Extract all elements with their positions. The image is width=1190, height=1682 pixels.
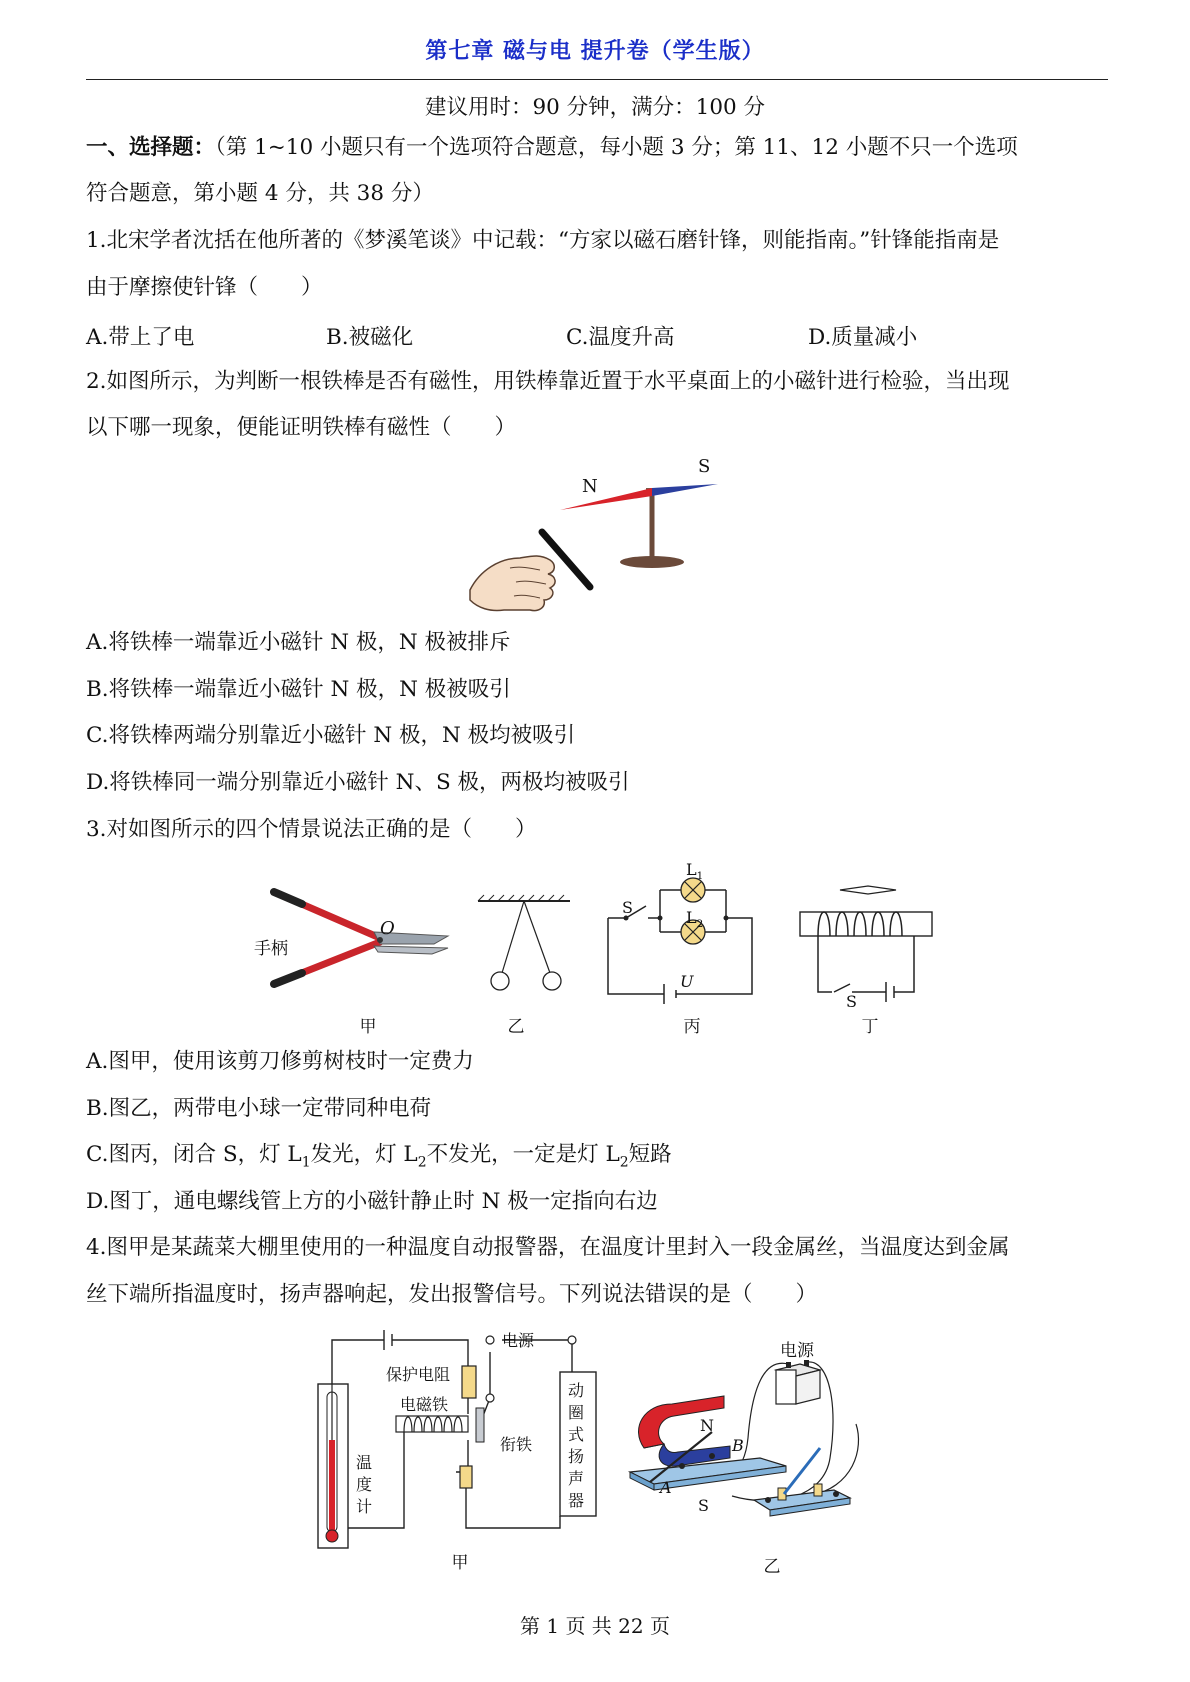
q3-option-a: A.图甲，使用该剪刀修剪树枝时一定费力 bbox=[86, 1049, 474, 1074]
needle-n-label: N bbox=[582, 476, 598, 497]
lamp-l1-letter: L bbox=[686, 860, 697, 879]
q3-line-1: 3.对如图所示的四个情景说法正确的是（ ） bbox=[86, 817, 537, 842]
compass-stand bbox=[620, 488, 684, 568]
q1-option-d: D.质量减小 bbox=[808, 325, 918, 350]
q3-c-sub2: 2 bbox=[417, 1154, 427, 1171]
thermometer-char-3: 计 bbox=[356, 1497, 373, 1516]
speaker-char-6: 器 bbox=[568, 1491, 585, 1510]
q3-fig-yi-balls bbox=[470, 895, 580, 1005]
alarm-power-label: 电源 bbox=[502, 1331, 535, 1350]
small-compass bbox=[840, 886, 896, 894]
contact-block bbox=[460, 1466, 472, 1488]
q1-option-c: C.温度升高 bbox=[566, 325, 675, 350]
thermometer bbox=[318, 1384, 348, 1548]
hand-illustration bbox=[470, 556, 555, 611]
q2-option-c: C.将铁棒两端分别靠近小磁针 N 极，N 极均被吸引 bbox=[86, 723, 576, 748]
caption-ding: 丁 bbox=[861, 1017, 879, 1037]
rod-b-label: B bbox=[732, 1436, 744, 1455]
caption-yi: 乙 bbox=[507, 1017, 525, 1037]
speaker-char-2: 圈 bbox=[568, 1403, 585, 1422]
shears-handle-label: 手柄 bbox=[254, 939, 288, 959]
speaker-char-4: 扬 bbox=[568, 1447, 585, 1466]
shears-pivot-label: O bbox=[380, 918, 395, 939]
thermometer-char-2: 度 bbox=[356, 1475, 373, 1494]
voltage-u-label: U bbox=[680, 972, 694, 991]
lamp-l2-sub: 2 bbox=[696, 918, 704, 931]
magnet-s-label: S bbox=[698, 1496, 709, 1515]
q2-option-d: D.将铁棒同一端分别靠近小磁针 N、S 极，两极均被吸引 bbox=[86, 770, 630, 795]
thermometer-char-1: 温 bbox=[356, 1453, 373, 1472]
q3-c-part4: 短路 bbox=[628, 1142, 672, 1167]
solenoid-switch-s-label: S bbox=[846, 992, 857, 1011]
q3-c-sub3: 2 bbox=[619, 1154, 629, 1171]
electromagnet-coil bbox=[396, 1416, 468, 1432]
lamp-l2-letter: L bbox=[686, 908, 697, 927]
caption-jia: 甲 bbox=[359, 1017, 377, 1037]
speaker-char-5: 声 bbox=[568, 1469, 585, 1488]
q2-compass-figure bbox=[460, 450, 760, 610]
q3-option-c bbox=[86, 1140, 1116, 1177]
knife-switch bbox=[754, 1448, 850, 1516]
time-score-info: 建议用时：90 分钟，满分：100 分 bbox=[424, 95, 766, 120]
power-supply-box bbox=[776, 1360, 820, 1404]
electromagnet-label: 电磁铁 bbox=[400, 1395, 449, 1414]
q4-line-1: 4.图甲是某蔬菜大棚里使用的一种温度自动报警器，在温度计里封入一段金属丝，当温度达到金属 bbox=[86, 1235, 1010, 1260]
speaker-char-3: 式 bbox=[568, 1425, 585, 1444]
title-divider bbox=[86, 79, 1108, 80]
rod-a-label: A bbox=[660, 1478, 672, 1497]
q1-line-2: 由于摩擦使针锋（ ） bbox=[86, 275, 323, 300]
lamp-l2-label bbox=[686, 908, 703, 930]
q4-fig-yi-magnet-apparatus bbox=[624, 1348, 884, 1538]
needle-north-half bbox=[560, 488, 652, 510]
q3-c-part1: C.图丙，闭合 S，灯 L bbox=[86, 1142, 302, 1167]
lamp-l1-label bbox=[686, 860, 703, 882]
section-header bbox=[86, 133, 1116, 163]
q1-line-1: 1.北宋学者沈括在他所著的《梦溪笔谈》中记载：“方家以磁石磨针锋，则能指南。”针锋能指南是 bbox=[86, 228, 1000, 253]
magnet-n-label: N bbox=[700, 1416, 714, 1435]
q2-line-2: 以下哪一现象，便能证明铁棒有磁性（ ） bbox=[86, 415, 517, 440]
section-desc-1: （第 1~10 小题只有一个选项符合题意，每小题 3 分；第 11、12 小题不只一个选项 bbox=[215, 135, 1018, 160]
thermometer-label bbox=[356, 1452, 374, 1518]
document-title: 第七章 磁与电 提升卷（学生版） bbox=[425, 39, 765, 64]
q1-option-b: B.被磁化 bbox=[326, 325, 414, 350]
q4-caption-jia: 甲 bbox=[451, 1553, 469, 1573]
needle-south-half bbox=[652, 484, 718, 496]
q1-option-a: A.带上了电 bbox=[86, 325, 195, 350]
switch-s-label: S bbox=[622, 898, 633, 917]
q3-option-d: D.图丁，通电螺线管上方的小磁针静止时 N 极一定指向右边 bbox=[86, 1189, 658, 1214]
speaker-char-1: 动 bbox=[568, 1381, 585, 1400]
caption-bing: 丙 bbox=[683, 1017, 701, 1037]
protective-resistor bbox=[462, 1366, 476, 1398]
q3-fig-ding-solenoid bbox=[798, 884, 938, 1014]
section-desc-2: 符合题意，第小题 4 分，共 38 分） bbox=[86, 181, 434, 206]
q3-c-sub1: 1 bbox=[301, 1154, 311, 1171]
armature bbox=[476, 1408, 484, 1442]
q2-line-1: 2.如图所示，为判断一根铁棒是否有磁性，用铁棒靠近置于水平桌面上的小磁针进行检验，当出现 bbox=[86, 369, 1010, 394]
q3-c-part2: 发光，灯 L bbox=[310, 1142, 418, 1167]
armature-label: 衔铁 bbox=[500, 1435, 533, 1454]
q3-option-b: B.图乙，两带电小球一定带同种电荷 bbox=[86, 1096, 432, 1121]
lamp-l1-sub: 1 bbox=[696, 870, 704, 883]
q3-c-part3: 不发光，一定是灯 L bbox=[426, 1142, 620, 1167]
speaker-label bbox=[568, 1380, 586, 1512]
q2-option-b: B.将铁棒一端靠近小磁针 N 极，N 极被吸引 bbox=[86, 677, 511, 702]
needle-s-label: S bbox=[698, 456, 711, 477]
q3-fig-jia-shears bbox=[262, 880, 452, 1010]
q2-option-a: A.将铁棒一端靠近小磁针 N 极，N 极被排斥 bbox=[86, 630, 511, 655]
resistor-label: 保护电阻 bbox=[386, 1365, 451, 1384]
q4-line-2: 丝下端所指温度时，扬声器响起，发出报警信号。下列说法错误的是（ ） bbox=[86, 1282, 818, 1307]
section-heading: 一、选择题： bbox=[86, 135, 216, 160]
q4-caption-yi: 乙 bbox=[763, 1557, 781, 1577]
power2-label: 电源 bbox=[780, 1341, 814, 1361]
page-number: 第 1 页 共 22 页 bbox=[520, 1614, 670, 1638]
